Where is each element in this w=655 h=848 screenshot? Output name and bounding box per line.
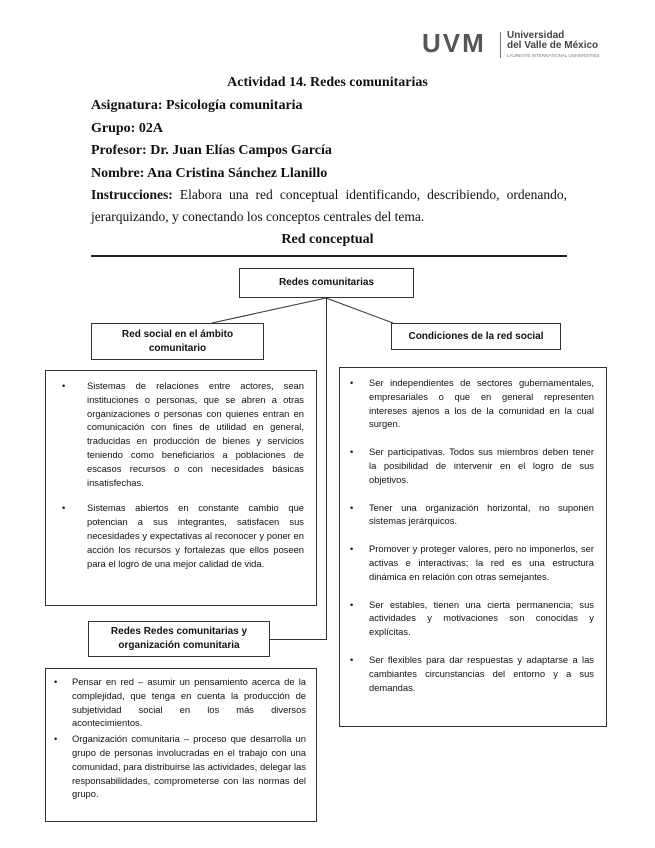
list-item: • Promover y proteger valores, pero no imponerlos, ser activas e interactivas; la red es una estructura dinámica en relación con otras semejantes.	[340, 542, 606, 583]
right-branch-list	[340, 376, 606, 694]
list-item: • Sistemas abiertos en constante cambio que potencian a sus integrantes, satisfacen sus necesidades y expectativas al reconocer y poner en acción los recursos y fortalezas que ellos poseen para el logro de una mejor calidad de vida.	[46, 501, 316, 570]
document-title: Actividad 14. Redes comunitarias	[227, 75, 428, 90]
list-item: • Tener una organización horizontal, no suponen sistemas jerárquicos.	[340, 501, 606, 529]
logo-line-3: LAUREATE INTERNATIONAL UNIVERSITIES	[507, 53, 600, 58]
list-item: • Sistemas de relaciones entre actores, sean instituciones o personas, que se abren a otras organizaciones o personas con quienes entran en comunicación con fines de utilidad en general, traducidas en producción de bienes y servicios teniendo como beneficiarios a poblaciones de escasos recursos o con necesidades básicas insatisfechas.	[46, 379, 316, 489]
right-branch-header	[391, 323, 561, 350]
logo-line-1: Universidad	[507, 30, 565, 41]
instructions-text: Elabora una red conceptual identificando, describiendo, ordenando, jerarquizando, y conectando los conceptos centrales del tema.	[91, 187, 567, 224]
left-branch-title: Red social en el ámbito comunitario	[121, 328, 234, 354]
connector-to-left	[212, 298, 326, 323]
grupo-line: Grupo: 02A	[91, 121, 163, 136]
bottom-branch-header	[88, 621, 270, 657]
list-item: • Pensar en red – asumir un pensamiento acerca de la complejidad, que tenga en cuenta la producción de subjetividad social en los más diversos acontecimientos.	[46, 675, 316, 730]
left-branch-list	[46, 379, 316, 570]
logo-mark: UVM	[422, 28, 486, 58]
root-node-label: Redes comunitarias	[278, 277, 375, 288]
list-item: • Ser estables, tienen una cierta permanencia; sus actividades y motivaciones son conocidas y explícitas.	[340, 598, 606, 639]
section-subtitle: Red conceptual	[281, 232, 374, 247]
profesor-line: Profesor: Dr. Juan Elías Campos García	[91, 143, 332, 158]
right-branch-title: Condiciones de la red social	[408, 330, 544, 342]
list-item: • Ser flexibles para dar respuestas y adaptarse a las cambiantes circunstancias del entorno y a sus demandas.	[340, 653, 606, 694]
list-item: • Ser independientes de sectores gubernamentales, empresariales o que en general representen intereses ajenos a los de la comunidad en la cual surgen.	[340, 376, 606, 431]
root-node	[239, 268, 414, 298]
instructions-label: Instrucciones:	[91, 187, 173, 202]
asignatura-line: Asignatura: Psicología comunitaria	[91, 98, 303, 113]
left-branch-header	[91, 323, 264, 360]
logo-line-2: del Valle de México	[507, 40, 599, 51]
bottom-branch-content	[45, 668, 317, 822]
right-branch-content	[339, 367, 607, 727]
list-item: • Organización comunitaria – proceso que desarrolla un grupo de personas involucradas en el trabajo con una comunidad, para distribuirse las actividades, delegar las responsabilidades, comprometerse con las normas del grupo.	[46, 732, 316, 801]
nombre-line: Nombre: Ana Cristina Sánchez Llanillo	[91, 166, 328, 181]
bottom-branch-list	[46, 675, 316, 801]
connector-to-right	[326, 298, 393, 323]
bottom-branch-title: Redes Redes comunitarias y organización comunitaria	[110, 626, 248, 651]
list-item: • Ser participativas. Todos sus miembros deben tener la posibilidad de intervenir en el logro de sus objetivos.	[340, 445, 606, 486]
left-branch-content	[45, 370, 317, 606]
